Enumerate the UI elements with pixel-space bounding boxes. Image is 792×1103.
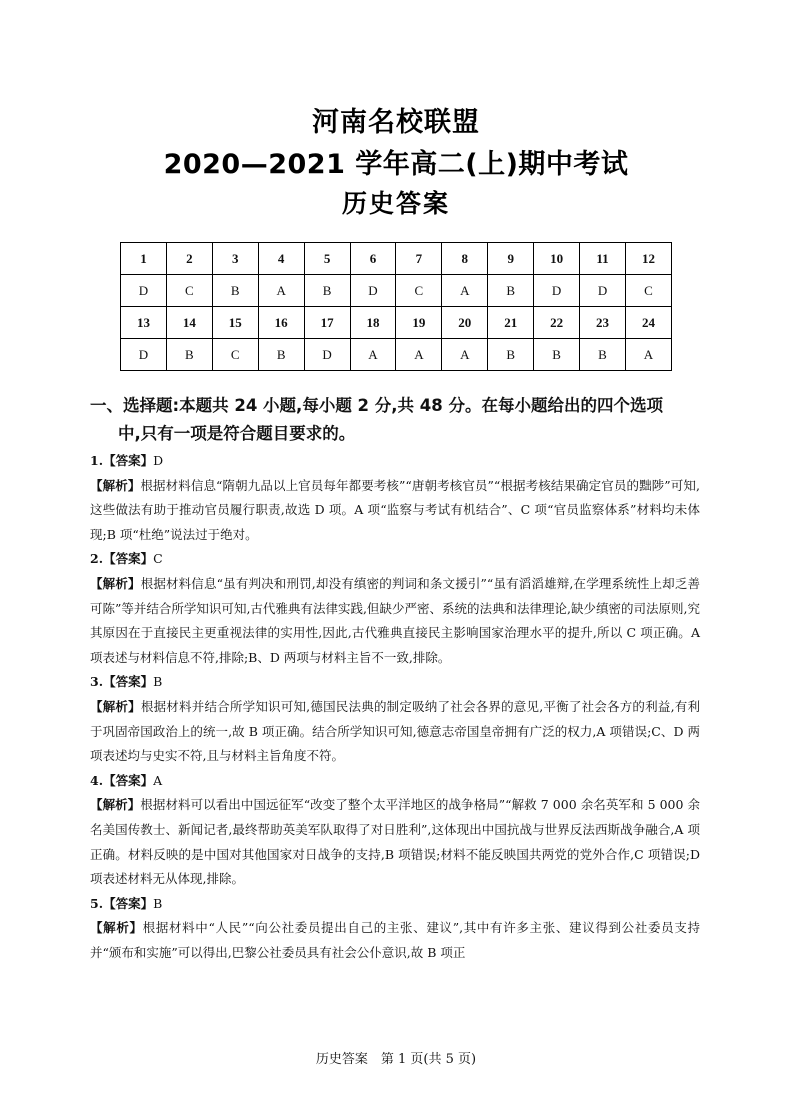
table-cell: 16 [258,307,304,339]
table-cell: A [625,339,671,371]
table-cell: 23 [580,307,626,339]
table-cell: 22 [534,307,580,339]
exam-title: 2020—2021 学年高二(上)期中考试 [163,149,629,180]
table-cell: B [488,275,534,307]
answer-value: A [153,772,163,788]
analysis-label: 【解析】 [90,698,141,714]
table-cell: A [396,339,442,371]
question-number-row [121,243,672,275]
table-cell: 7 [396,243,442,275]
table-cell: 20 [442,307,488,339]
answer-label: 【答案】 [103,453,154,468]
table-cell: 14 [166,307,212,339]
answer-value: B [153,674,163,690]
question-list [90,449,700,965]
question-item [90,449,700,547]
table-cell: 21 [488,307,534,339]
analysis-text: 根据材料可以看出中国远征军“改变了整个太平洋地区的战争格局”“解救 7 000 余名英军和 5 000 余名美国传教士、新闻记者,最终帮助英美军队取得了对日胜利”,这体现出中国抗战与世界反法西斯战争融合,A 项正确。材料反映的是中国对其他国家对日战争的支持,B 项错误;材料不能反映国共两党的党外合作,C 项错误;D 项表述材料无从体现,排除。 [90,797,700,887]
table-cell: 5 [304,243,350,275]
section-heading [90,392,700,448]
table-cell: C [212,339,258,371]
table-cell: D [121,339,167,371]
table-cell: D [121,275,167,307]
school-alliance-title: 河南名校联盟 [312,107,480,138]
table-cell: D [350,275,396,307]
table-cell: 1 [121,243,167,275]
analysis-text: 根据材料信息“隋朝九品以上官员每年都要考核”“唐朝考核官员”“根据考核结果确定官员的黜陟”可知,这些做法有助于推动官员履行职责,故选 D 项。A 项“监察与考试有机结合”、C 项“官员监察体系”材料均未体现;B 项“杜绝”说法过于绝对。 [90,477,700,542]
answer-line [90,769,700,794]
answer-label: 【答案】 [103,674,154,690]
section-heading-line2: 中,只有一项是符合题目要求的。 [118,424,356,443]
page-footer: 历史答案 第 1 页(共 5 页) [315,1052,477,1067]
table-cell: 15 [212,307,258,339]
table-cell: 10 [534,243,580,275]
analysis-paragraph [90,793,700,891]
table-cell: 9 [488,243,534,275]
analysis-paragraph [90,474,700,548]
table-cell: B [304,275,350,307]
answer-key-title: 历史答案 [341,189,450,218]
table-cell: 3 [212,243,258,275]
table-cell: 17 [304,307,350,339]
table-cell: 19 [396,307,442,339]
answer-label: 【答案】 [103,551,154,567]
analysis-text: 根据材料并结合所学知识可知,德国民法典的制定吸纳了社会各界的意见,平衡了社会各方的利益,有利于巩固帝国政治上的统一,故 B 项正确。结合所学知识可知,德意志帝国皇帝拥有广泛的权力,A 项错误;C、D 两项表述均与史实不符,且与材料主旨角度不符。 [90,698,700,764]
answer-line [90,449,700,474]
analysis-paragraph [90,572,700,670]
analysis-label: 【解析】 [90,477,141,493]
table-cell: A [258,275,304,307]
answer-line [90,670,700,695]
question-number: 3. [90,674,104,690]
question-number: 2. [90,551,104,567]
table-cell: B [258,339,304,371]
content-body [90,392,700,965]
question-number-row [121,307,672,339]
analysis-label: 【解析】 [90,797,141,813]
table-cell: B [580,339,626,371]
question-number: 1. [90,453,104,468]
table-cell: 12 [625,243,671,275]
analysis-text: 根据材料中“人民”“向公社委员提出自己的主张、建议”,其中有许多主张、建议得到公社委员支持并“颁布和实施”可以得出,巴黎公社委员具有社会公仆意识,故 B 项正 [90,920,700,960]
question-item [90,892,700,966]
table-cell: B [488,339,534,371]
table-cell: 8 [442,243,488,275]
answer-table [120,242,672,371]
table-cell: D [580,275,626,307]
table-cell: 18 [350,307,396,339]
answer-label: 【答案】 [103,895,154,911]
question-item [90,670,700,768]
analysis-paragraph [90,695,700,769]
table-cell: C [166,275,212,307]
table-cell: B [212,275,258,307]
table-cell: 6 [350,243,396,275]
analysis-text: 根据材料信息“虽有判决和刑罚,却没有缜密的判词和条文援引”“虽有滔滔雄辩,在学理系统性上却乏善可陈”等并结合所学知识可知,古代雅典有法律实践,但缺少严密、系统的法典和法律理论,缺少缜密的司法原则,究其原因在于直接民主更重视法律的实用性,因此,古代雅典直接民主影响国家治理水平的提升,所以 C 项正确。A 项表述与材料信息不符,排除;B、D 两项与材料主旨不一致,排除。 [90,575,700,665]
answer-letter-row [121,339,672,371]
answer-letter-row [121,275,672,307]
question-item [90,547,700,670]
question-number: 4. [90,772,104,788]
analysis-label: 【解析】 [90,575,141,591]
table-cell: A [442,275,488,307]
question-number: 5. [90,895,104,911]
table-cell: D [534,275,580,307]
table-cell: 11 [580,243,626,275]
table-cell: A [442,339,488,371]
answer-line [90,892,700,917]
table-cell: B [166,339,212,371]
table-cell: 13 [121,307,167,339]
answer-line [90,547,700,572]
table-cell: D [304,339,350,371]
table-cell: 24 [625,307,671,339]
table-cell: C [625,275,671,307]
table-cell: B [534,339,580,371]
analysis-paragraph [90,916,700,965]
answer-value: C [153,551,163,567]
table-cell: 4 [258,243,304,275]
table-cell: 2 [166,243,212,275]
table-cell: C [396,275,442,307]
answer-label: 【答案】 [103,772,154,788]
answer-value: D [153,453,164,468]
section-heading-line1: 一、选择题:本题共 24 小题,每小题 2 分,共 48 分。在每小题给出的四个选项 [90,396,664,415]
analysis-label: 【解析】 [90,920,143,936]
answer-value: B [153,895,163,911]
question-item [90,769,700,892]
table-cell: A [350,339,396,371]
